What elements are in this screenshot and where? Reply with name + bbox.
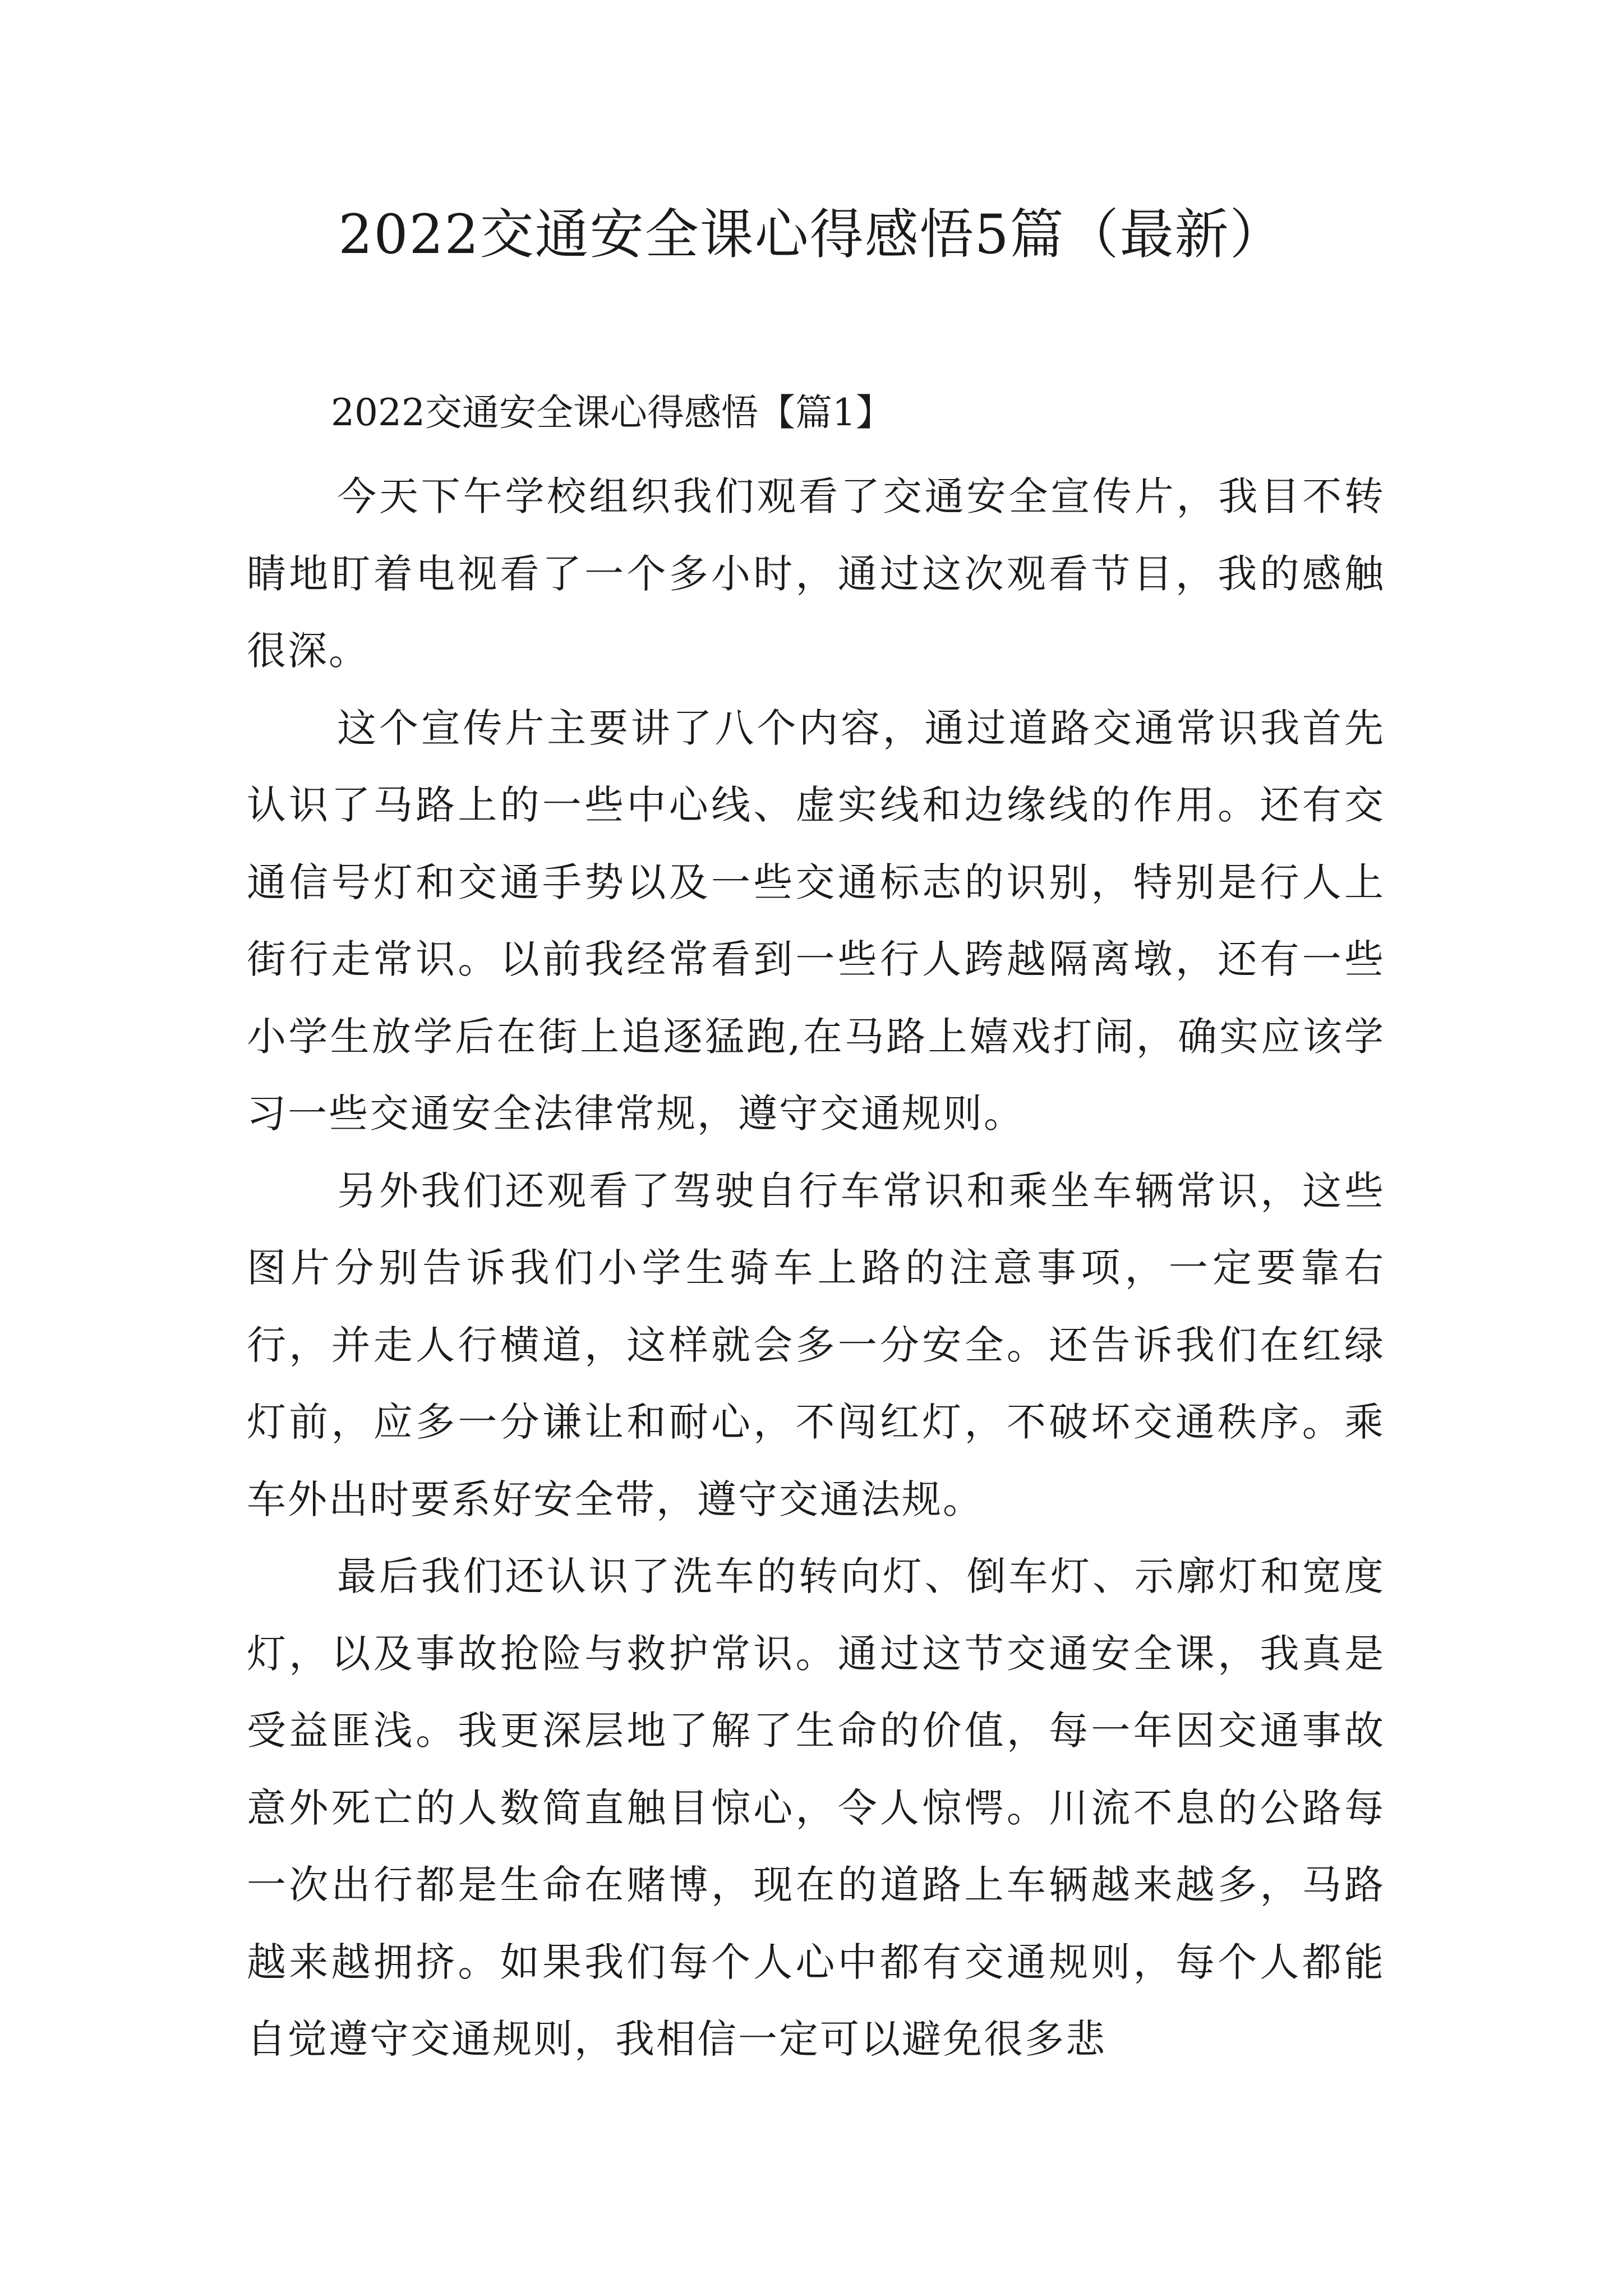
paragraph: 这个宣传片主要讲了八个内容，通过道路交通常识我首先认识了马路上的一些中心线、虚实线和边缘线的作用。还有交通信号灯和交通手势以及一些交通标志的识别，特别是行人上街行走常识。以前我经常看到一些行人跨越隔离墩，还有一些小学生放学后在街上追逐猛跑,在马路上嬉戏打闹，确实应该学习一些交通安全法律常规，遵守交通规则。 [247, 705, 1385, 1137]
paragraph: 最后我们还认识了洗车的转向灯、倒车灯、示廓灯和宽度灯，以及事故抢险与救护常识。通过这节交通安全课，我真是受益匪浅。我更深层地了解了生命的价值，每一年因交通事故意外死亡的人数简直触目惊心，令人惊愕。川流不息的公路每一次出行都是生命在赌博，现在的道路上车辆越来越多，马路越来越拥挤。如果我们每个人心中都有交通规则，每个人都能自觉遵守交通规则，我相信一定可以避免很多悲 [247, 1553, 1385, 2062]
document-title: 2022交通安全课心得感悟5篇（最新） [338, 203, 1285, 266]
paragraph: 另外我们还观看了驾驶自行车常识和乘坐车辆常识，这些图片分别告诉我们小学生骑车上路的注意事项，一定要靠右行，并走人行横道，这样就会多一分安全。还告诉我们在红绿灯前，应多一分谦让和耐心，不闯红灯，不破坏交通秩序。乘车外出时要系好安全带，遵守交通法规。 [247, 1167, 1385, 1522]
paragraph: 今天下午学校组织我们观看了交通安全宣传片，我目不转睛地盯着电视看了一个多小时，通过这次观看节目，我的感触很深。 [247, 473, 1385, 674]
section-heading: 2022交通安全课心得感悟【篇1】 [331, 391, 893, 434]
body-text [247, 458, 1385, 2078]
